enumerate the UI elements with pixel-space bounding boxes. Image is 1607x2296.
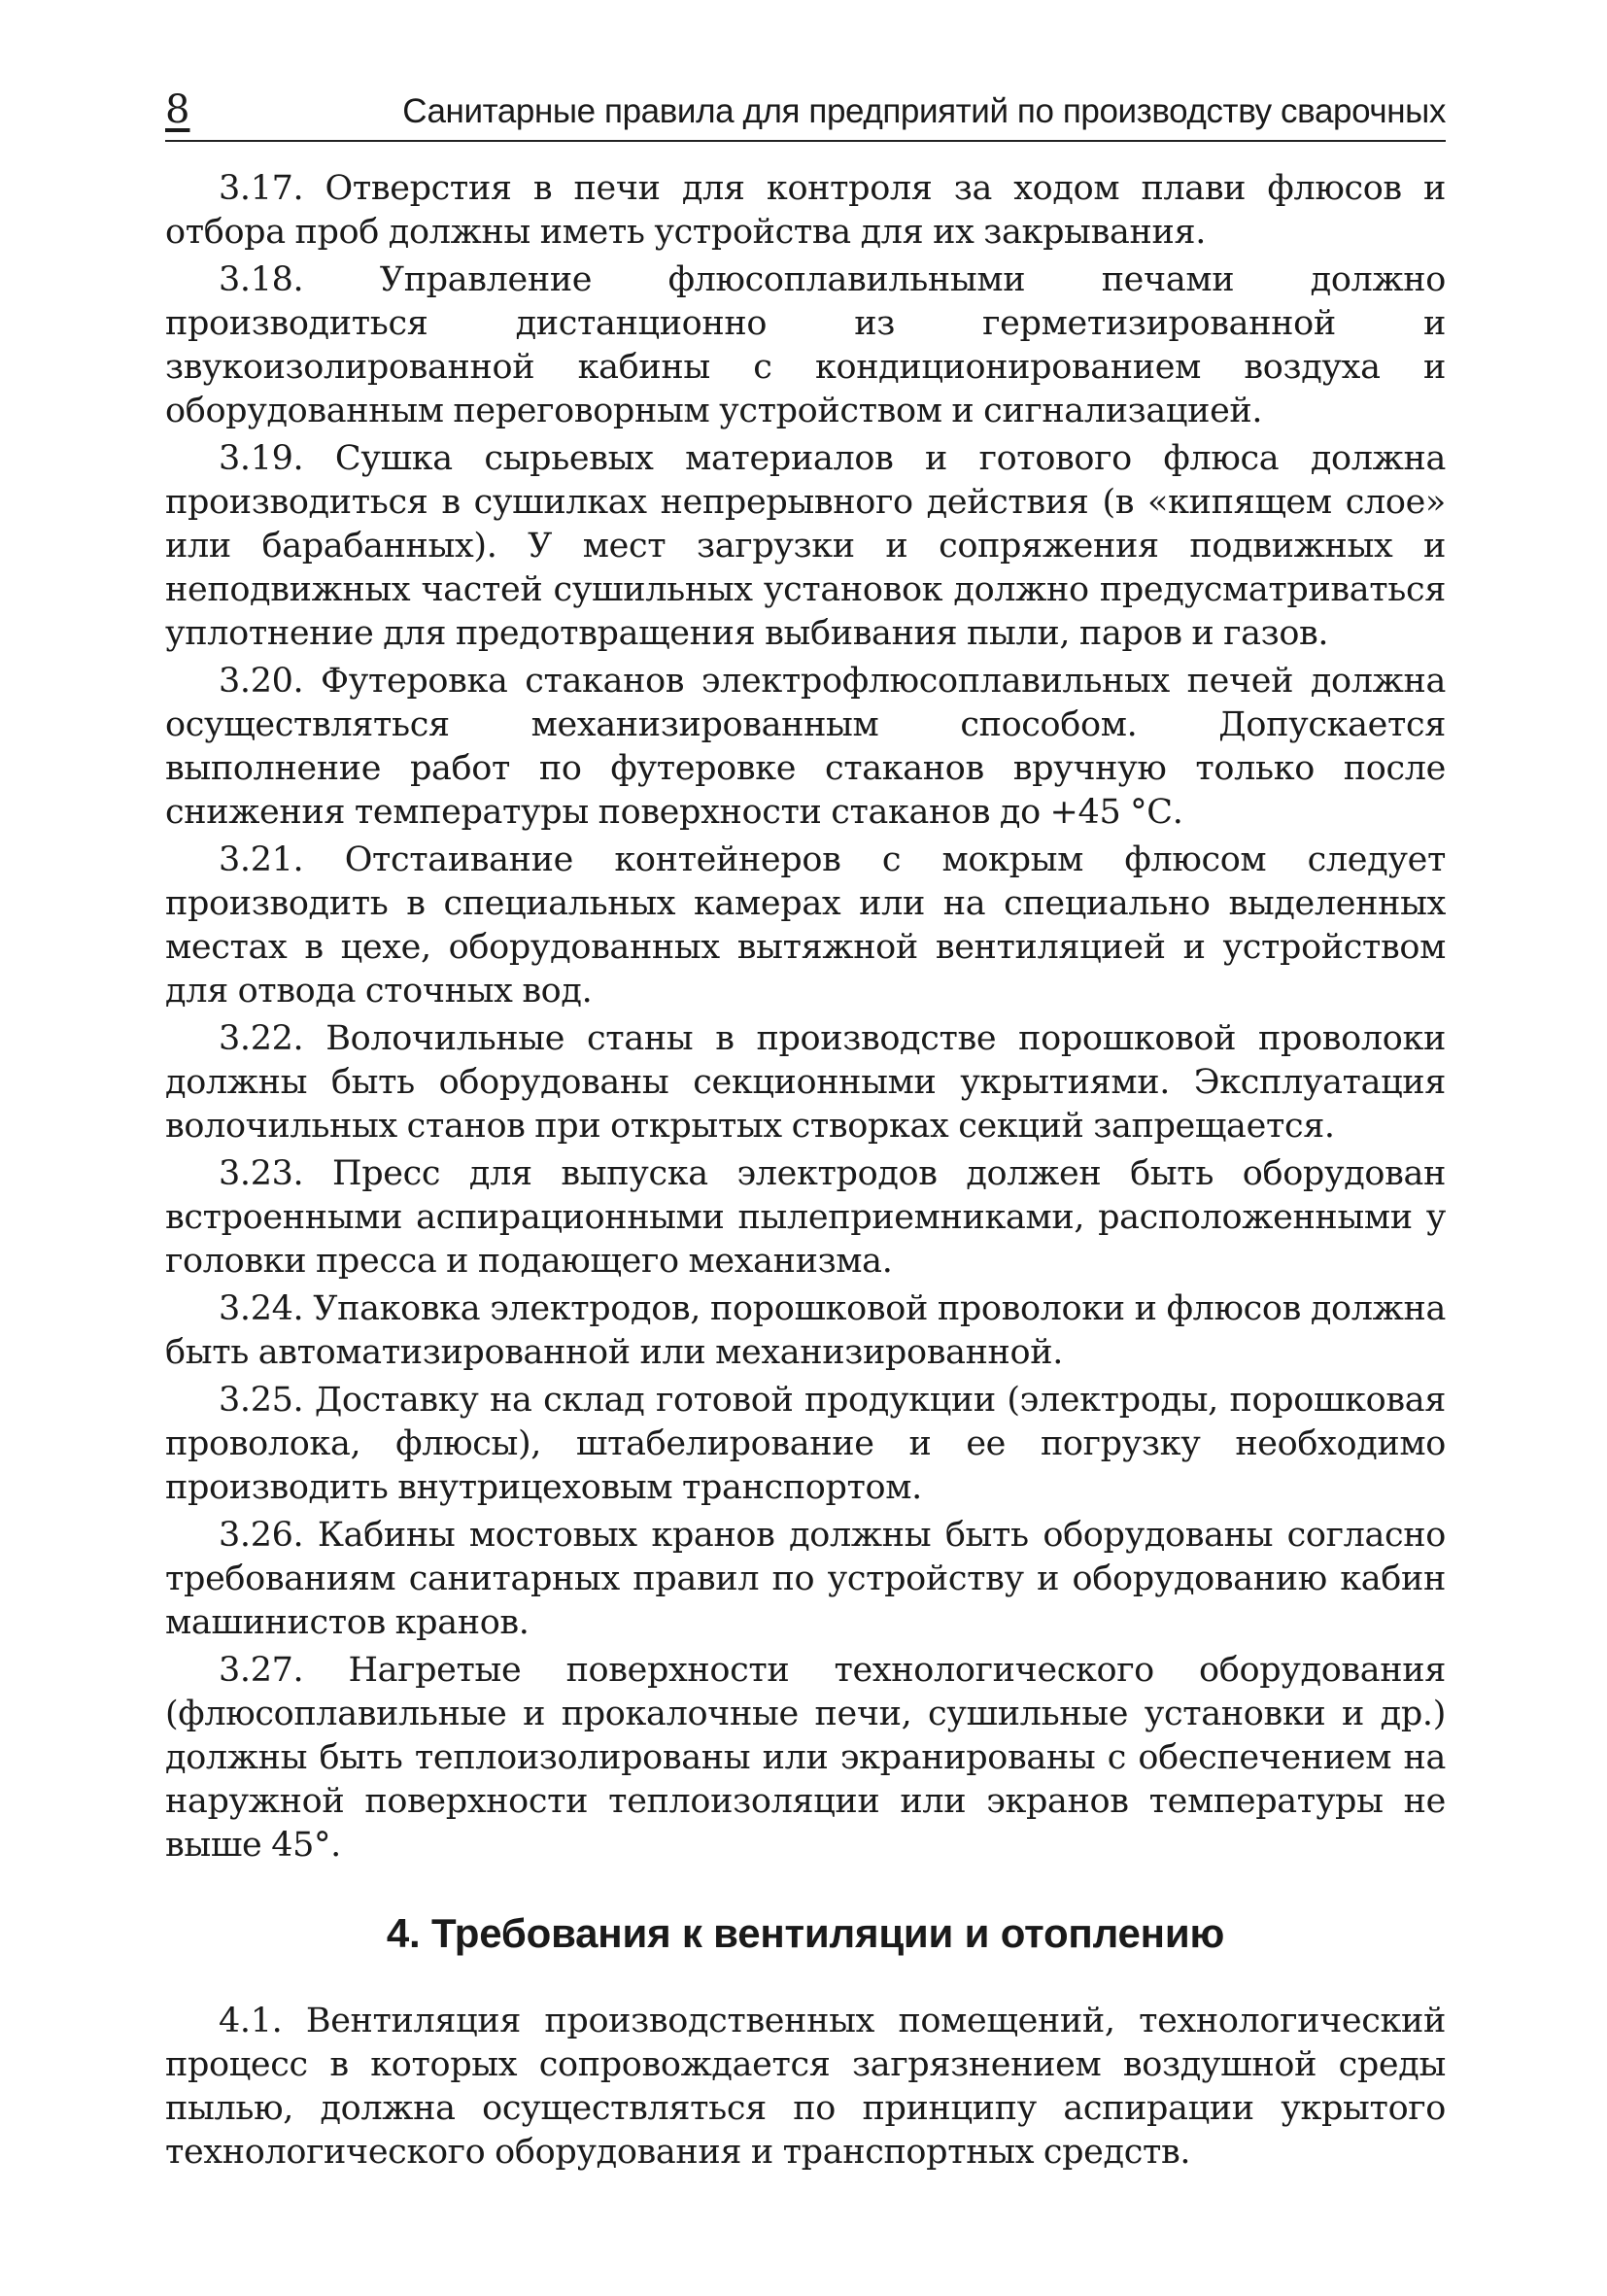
running-head: [165, 86, 1446, 142]
paragraph-3-20: 3.20. Футеровка стаканов электрофлюсоплавильных печей должна осуществляться механизированным способом. Допускается выполнение работ по футеровке стаканов вручную только после снижения температуры поверхности стаканов до +45 °С.: [165, 662, 1446, 832]
body-text: [165, 167, 1446, 2178]
paragraph-3-24: 3.24. Упаковка электродов, порошковой проволоки и флюсов должна быть автоматизированной или механизированной.: [165, 1289, 1446, 1372]
running-title: Санитарные правила для предприятий по производству сварочных: [402, 92, 1446, 130]
paragraph-3-21: 3.21. Отстаивание контейнеров с мокрым флюсом следует производить в специальных камерах или на специально выделенных местах в цехе, оборудованных вытяжной вентиляцией и устройством для отвода сточных вод.: [165, 840, 1446, 1011]
paragraph-3-25: 3.25. Доставку на склад готовой продукции (электроды, порошковая проволока, флюсы), штабелирование и ее погрузку необходимо производить внутрицеховым транспортом.: [165, 1381, 1446, 1507]
paragraph-3-23: 3.23. Пресс для выпуска электродов должен быть оборудован встроенными аспирационными пылеприемниками, расположенными у головки пресса и подающего механизма.: [165, 1154, 1446, 1281]
paragraph-3-26: 3.26. Кабины мостовых кранов должны быть оборудованы согласно требованиям санитарных правил по устройству и оборудованию кабин машинистов кранов.: [165, 1516, 1446, 1642]
section-4-title: 4. Требования к вентиляции и отоплению: [386, 1910, 1225, 1956]
paragraph-3-17: 3.17. Отверстия в печи для контроля за ходом плави флюсов и отбора проб должны иметь устройства для их закрывания.: [165, 169, 1446, 252]
paragraph-4-1: 4.1. Вентиляция производственных помещений, технологический процесс в которых сопровождается загрязнением воздушной среды пылью, должна осуществляться по принципу аспирации укрытого технологического оборудования и транспортных средств.: [165, 2002, 1446, 2172]
paragraph-3-19: 3.19. Сушка сырьевых материалов и готового флюса должна производиться в сушилках непрерывного действия (в «кипящем слое» или барабанных). У мест загрузки и сопряжения подвижных и неподвижных частей сушильных установок должно предусматриваться уплотнение для предотвращения выбивания пыли, паров и газов.: [165, 439, 1446, 653]
paragraph-3-18: 3.18. Управление флюсоплавильными печами должно производиться дистанционно из герметизированной и звукоизолированной кабины с кондиционированием воздуха и оборудованным переговорным устройством и сигнализацией.: [165, 260, 1446, 430]
paragraph-3-27: 3.27. Нагретые поверхности технологического оборудования (флюсоплавильные и прокалочные печи, сушильные установки и др.) должны быть теплоизолированы или экранированы с обеспечением на наружной поверхности теплоизоляции или экранов температуры не выше 45°.: [165, 1651, 1446, 1865]
page-number: 8: [165, 87, 190, 132]
paragraph-3-22: 3.22. Волочильные станы в производстве порошковой проволоки должны быть оборудованы секционными укрытиями. Эксплуатация волочильных станов при открытых створках секций запрещается.: [165, 1019, 1446, 1146]
